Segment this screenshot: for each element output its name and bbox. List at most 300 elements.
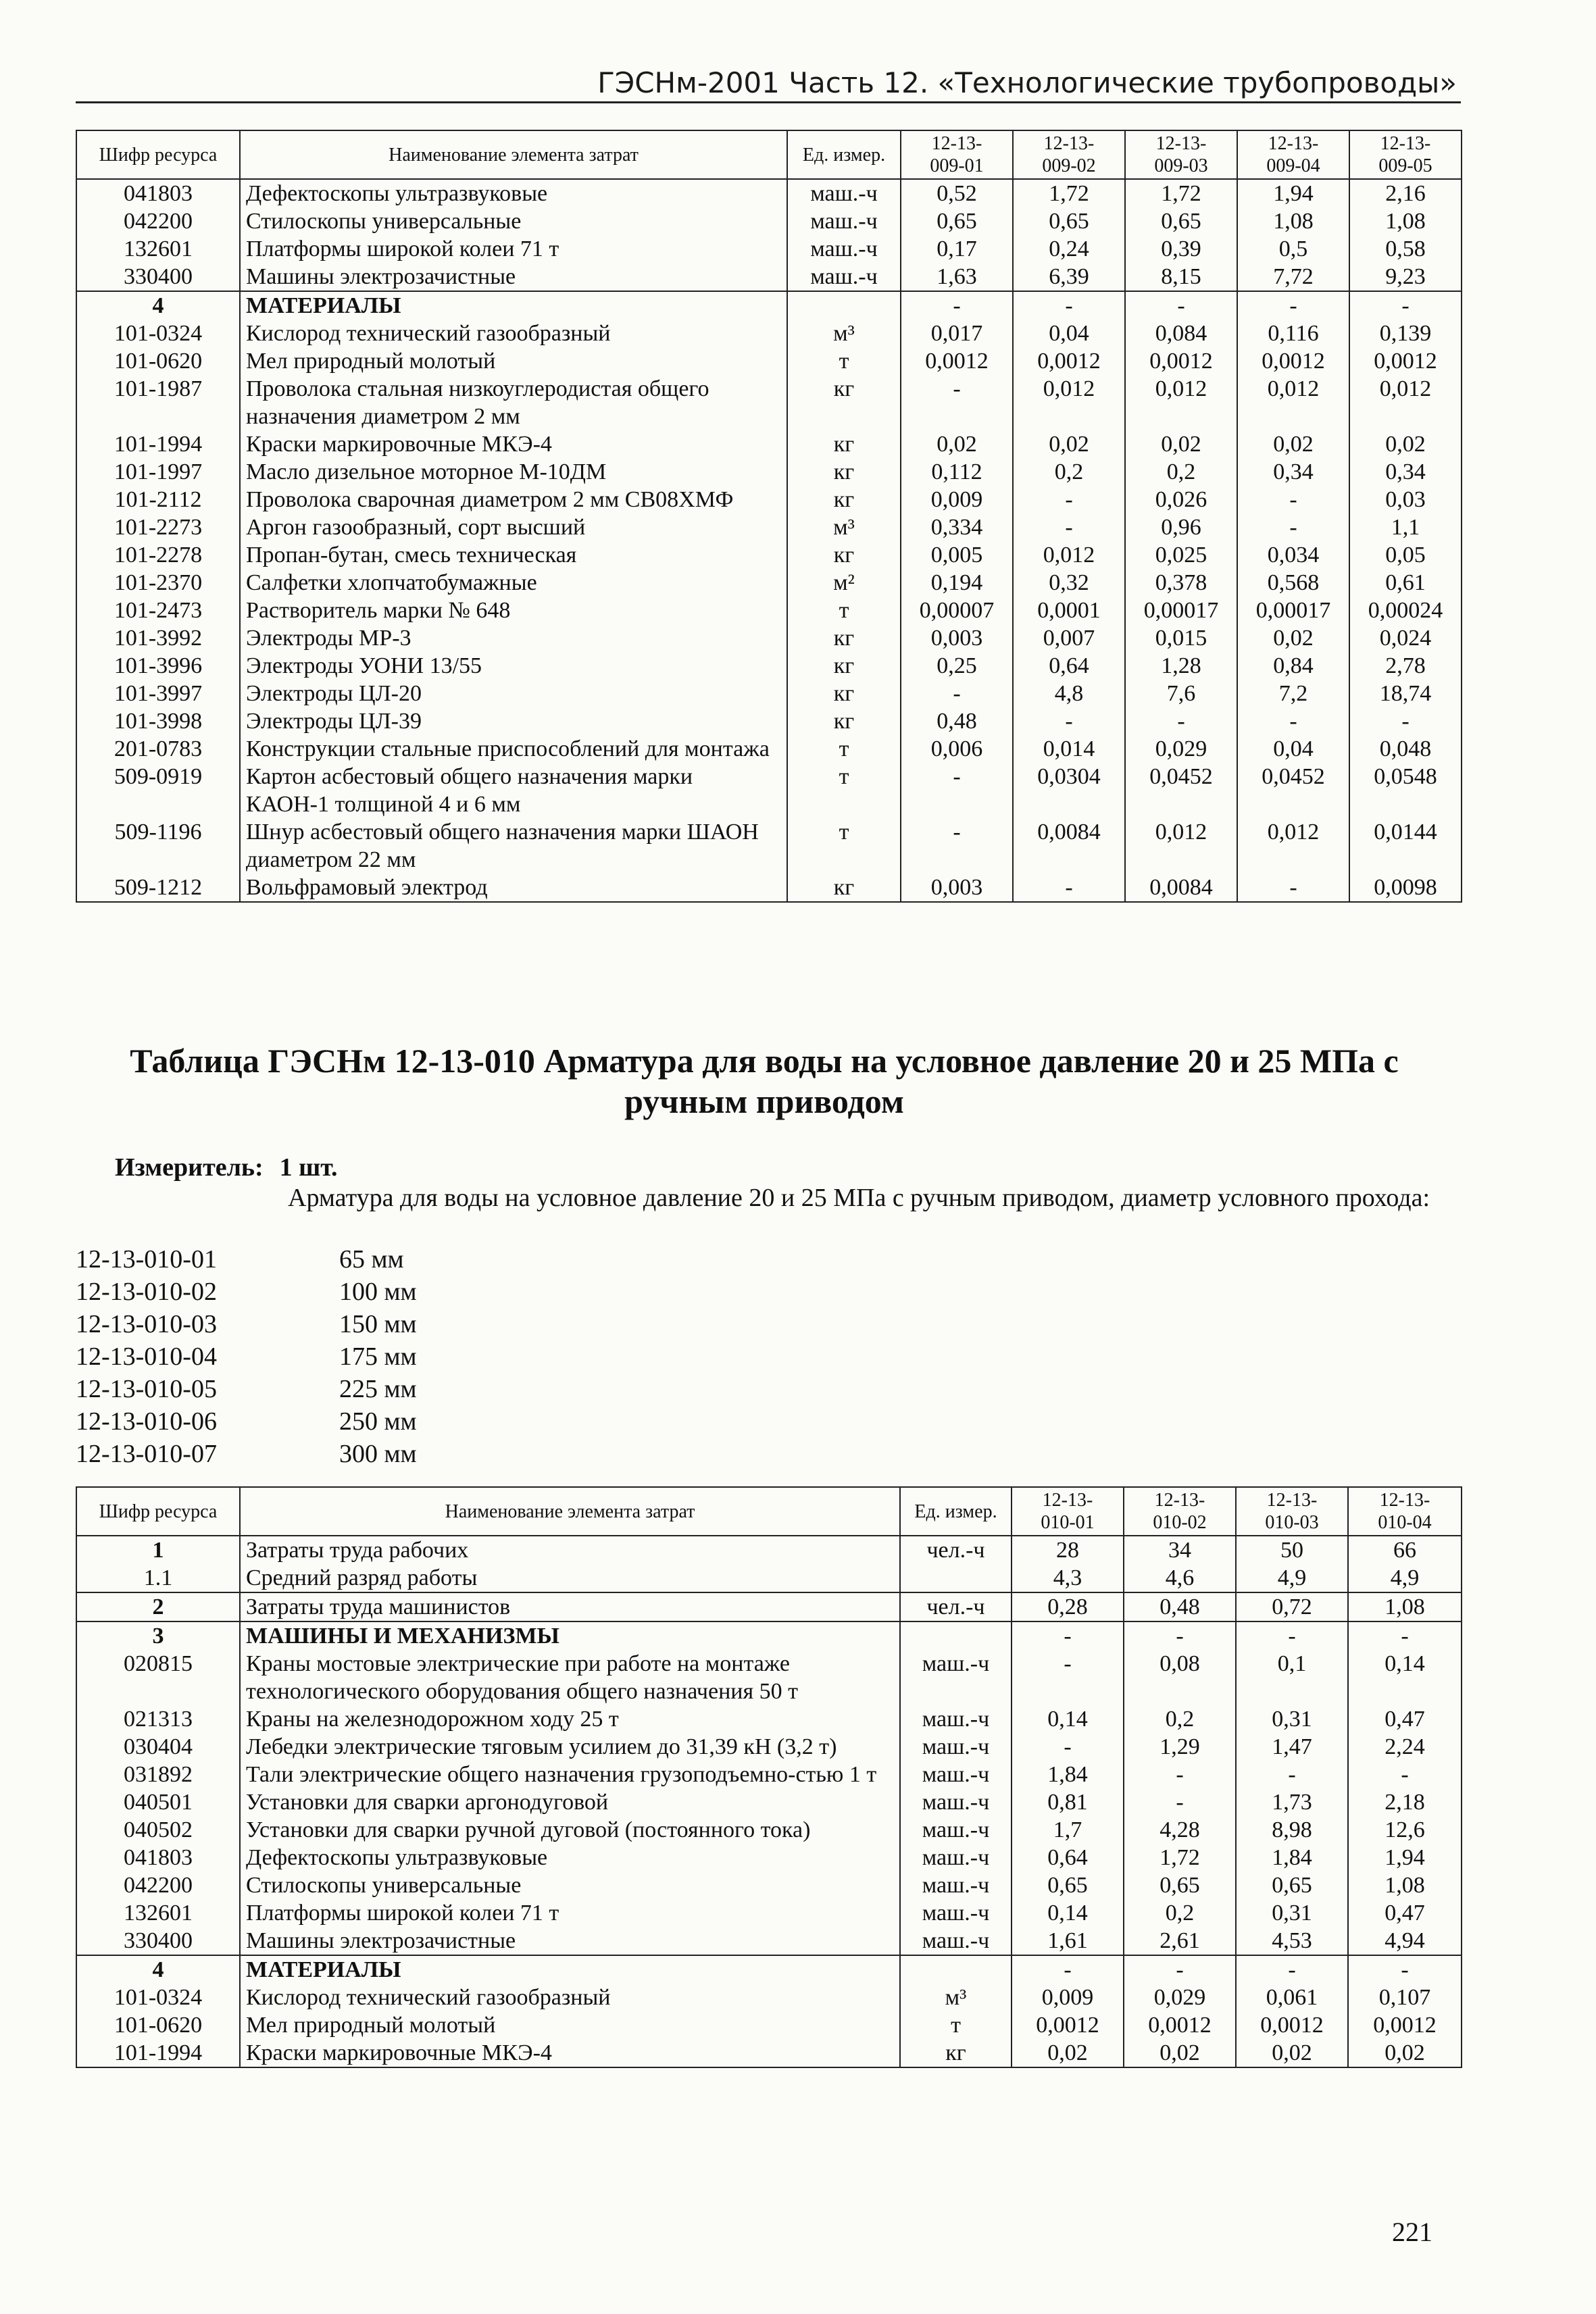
resource-value: 0,012 (1349, 375, 1462, 430)
resource-unit: м² (787, 569, 901, 597)
resource-value: 0,029 (1124, 1984, 1236, 2011)
resource-value: 66 (1348, 1536, 1462, 1564)
resource-value: 0,0098 (1349, 874, 1462, 902)
resource-unit: маш.-ч (900, 1816, 1012, 1844)
resource-unit: кг (787, 680, 901, 707)
resource-value: 0,2 (1124, 1899, 1236, 1927)
resource-value: 0,02 (1349, 430, 1462, 458)
resource-value: - (1237, 513, 1349, 541)
section-title: Таблица ГЭСНм 12-13-010 Арматура для воды на условное давление 20 и 25 МПа с ручным приводом (130, 1042, 1399, 1120)
header-rule (76, 101, 1461, 103)
resource-name: Мел природный молотый (240, 2011, 900, 2039)
resource-name: Вольфрамовый электрод (240, 874, 787, 902)
resource-unit: кг (787, 375, 901, 430)
table-row (76, 320, 1462, 347)
variant-item (76, 1340, 417, 1373)
resource-code: 1.1 (76, 1564, 240, 1592)
resource-value: 0,084 (1125, 320, 1237, 347)
column-header: 12-13- 009-04 (1237, 130, 1349, 179)
resource-value: - (1236, 1955, 1348, 1984)
resource-value: - (1348, 1761, 1462, 1788)
resource-value: - (1237, 486, 1349, 513)
resource-name: Электроды УОНИ 13/55 (240, 652, 787, 680)
variant-size: 250 мм (339, 1407, 417, 1436)
resource-unit: т (787, 763, 901, 818)
resource-unit: маш.-ч (900, 1650, 1012, 1705)
column-header: 12-13- 010-04 (1348, 1487, 1462, 1536)
resource-value: 0,32 (1013, 569, 1125, 597)
resource-value: 0,72 (1236, 1592, 1348, 1621)
resource-value: 4,3 (1012, 1564, 1124, 1592)
resource-value: - (1348, 1955, 1462, 1984)
resource-value: 7,6 (1125, 680, 1237, 707)
resource-value: 1,94 (1348, 1844, 1462, 1871)
resource-name: Краны на железнодорожном ходу 25 т (240, 1705, 900, 1733)
resource-code: 509-1212 (76, 874, 240, 902)
resource-value: 2,61 (1124, 1927, 1236, 1955)
resource-value: - (1237, 874, 1349, 902)
resource-code: 132601 (76, 235, 240, 263)
resource-value: 0,024 (1349, 624, 1462, 652)
resource-value: 0,48 (901, 707, 1013, 735)
resource-name: Лебедки электрические тяговым усилием до 31,39 кН (3,2 т) (240, 1733, 900, 1761)
table-row (76, 680, 1462, 707)
resource-code: 101-0324 (76, 320, 240, 347)
resource-code: 030404 (76, 1733, 240, 1761)
variant-code: 12-13-010-07 (76, 1440, 217, 1468)
resource-value: 0,0012 (1348, 2011, 1462, 2039)
resource-value: 0,048 (1349, 735, 1462, 763)
resource-value: 0,116 (1237, 320, 1349, 347)
resource-value: 0,96 (1125, 513, 1237, 541)
resource-value: 0,107 (1348, 1984, 1462, 2011)
resource-unit: т (787, 347, 901, 375)
resource-table-010-header (76, 1487, 1462, 1536)
resource-value: 0,65 (1012, 1871, 1124, 1899)
resource-value: 0,0548 (1349, 763, 1462, 818)
resource-value: 0,034 (1237, 541, 1349, 569)
resource-value: 0,00007 (901, 597, 1013, 624)
resource-name: Затраты труда машинистов (240, 1592, 900, 1621)
resource-value: 0,0452 (1237, 763, 1349, 818)
variant-item (76, 1276, 417, 1308)
table-row (76, 207, 1462, 235)
resource-value: 1,72 (1013, 179, 1125, 207)
table-row (76, 2039, 1462, 2067)
resource-value: 7,2 (1237, 680, 1349, 707)
resource-value: 0,015 (1125, 624, 1237, 652)
resource-code: 1 (76, 1536, 240, 1564)
resource-value: - (1012, 1650, 1124, 1705)
resource-value: - (1013, 513, 1125, 541)
table-row (76, 1564, 1462, 1592)
column-header: Шифр ресурса (76, 1487, 240, 1536)
resource-unit: маш.-ч (787, 235, 901, 263)
resource-value: 0,0012 (901, 347, 1013, 375)
resource-value: 0,0084 (1125, 874, 1237, 902)
table-row (76, 1788, 1462, 1816)
resource-value: 0,61 (1349, 569, 1462, 597)
resource-value: - (1012, 1955, 1124, 1984)
table-row (76, 1899, 1462, 1927)
resource-value: 0,0452 (1125, 763, 1237, 818)
resource-value: 0,08 (1124, 1650, 1236, 1705)
resource-code: 330400 (76, 1927, 240, 1955)
resource-name: МАШИНЫ И МЕХАНИЗМЫ (240, 1621, 900, 1650)
table-row (76, 347, 1462, 375)
resource-value: 1,72 (1124, 1844, 1236, 1871)
resource-unit (787, 291, 901, 320)
resource-value: 0,017 (901, 320, 1013, 347)
resource-value: 1,47 (1236, 1733, 1348, 1761)
resource-value: 0,34 (1237, 458, 1349, 486)
resource-value: - (1013, 707, 1125, 735)
resource-code: 101-0620 (76, 2011, 240, 2039)
resource-value: 0,006 (901, 735, 1013, 763)
resource-value: 1,61 (1012, 1927, 1124, 1955)
resource-value: 6,39 (1013, 263, 1125, 291)
resource-name: Проволока сварочная диаметром 2 мм СВ08ХМФ (240, 486, 787, 513)
resource-value: 0,5 (1237, 235, 1349, 263)
resource-name: Аргон газообразный, сорт высший (240, 513, 787, 541)
resource-value: 34 (1124, 1536, 1236, 1564)
resource-code: 132601 (76, 1899, 240, 1927)
resource-name: МАТЕРИАЛЫ (240, 291, 787, 320)
table-row (76, 1984, 1462, 2011)
resource-value: 1,08 (1237, 207, 1349, 235)
table-row (76, 1705, 1462, 1733)
resource-code: 101-2112 (76, 486, 240, 513)
section-row (76, 1621, 1462, 1650)
resource-value: 0,568 (1237, 569, 1349, 597)
variant-code: 12-13-010-06 (76, 1407, 217, 1436)
resource-value: - (1124, 1761, 1236, 1788)
resource-value: 0,04 (1013, 320, 1125, 347)
resource-value: 0,04 (1237, 735, 1349, 763)
resource-value: 0,28 (1012, 1592, 1124, 1621)
meter-value: 1 шт. (279, 1153, 338, 1182)
resource-value: 8,15 (1125, 263, 1237, 291)
resource-code: 201-0783 (76, 735, 240, 763)
resource-code: 101-1997 (76, 458, 240, 486)
resource-code: 020815 (76, 1650, 240, 1705)
resource-unit: маш.-ч (900, 1705, 1012, 1733)
resource-value: 8,98 (1236, 1816, 1348, 1844)
resource-code: 101-1994 (76, 430, 240, 458)
resource-value: 2,18 (1348, 1788, 1462, 1816)
resource-value: 12,6 (1348, 1816, 1462, 1844)
resource-value: 1,7 (1012, 1816, 1124, 1844)
resource-value: - (1012, 1621, 1124, 1650)
resource-value: 1,63 (901, 263, 1013, 291)
resource-value: 4,6 (1124, 1564, 1236, 1592)
resource-value: 0,0012 (1349, 347, 1462, 375)
resource-name: Платформы широкой колеи 71 т (240, 235, 787, 263)
resource-value: 0,39 (1125, 235, 1237, 263)
resource-code: 4 (76, 291, 240, 320)
resource-value: 50 (1236, 1536, 1348, 1564)
resource-unit: маш.-ч (787, 179, 901, 207)
meter-label: Измеритель: (115, 1153, 264, 1182)
resource-value: 0,64 (1012, 1844, 1124, 1871)
resource-unit: кг (787, 458, 901, 486)
resource-value: 0,65 (1125, 207, 1237, 235)
resource-name: Мел природный молотый (240, 347, 787, 375)
resource-value: - (901, 291, 1013, 320)
resource-value: 0,334 (901, 513, 1013, 541)
resource-value: 0,03 (1349, 486, 1462, 513)
resource-name: Проволока стальная низкоуглеродистая общего назначения диаметром 2 мм (240, 375, 787, 430)
resource-name: Электроды МР-3 (240, 624, 787, 652)
resource-code: 101-0324 (76, 1984, 240, 2011)
resource-value: 0,65 (1124, 1871, 1236, 1899)
resource-code: 509-1196 (76, 818, 240, 874)
resource-value: 0,48 (1124, 1592, 1236, 1621)
resource-value: 0,02 (1236, 2039, 1348, 2067)
resource-value: 0,31 (1236, 1899, 1348, 1927)
resource-code: 101-2473 (76, 597, 240, 624)
resource-unit: чел.-ч (900, 1592, 1012, 1621)
variant-item (76, 1243, 417, 1276)
table-row (76, 541, 1462, 569)
resource-name: Пропан-бутан, смесь техническая (240, 541, 787, 569)
section-description: Арматура для воды на условное давление 20 и 25 МПа с ручным приводом, диаметр условного прохода: (288, 1184, 1430, 1212)
table-row (76, 1927, 1462, 1955)
resource-value: 0,2 (1124, 1705, 1236, 1733)
variant-code: 12-13-010-01 (76, 1245, 217, 1274)
resource-value: 0,02 (1012, 2039, 1124, 2067)
resource-value: 0,1 (1236, 1650, 1348, 1705)
resource-code: 101-3996 (76, 652, 240, 680)
resource-unit: кг (787, 486, 901, 513)
resource-value: 0,2 (1013, 458, 1125, 486)
resource-unit: кг (787, 652, 901, 680)
resource-unit: т (787, 597, 901, 624)
table-row (76, 1733, 1462, 1761)
variant-size: 100 мм (339, 1278, 417, 1306)
resource-value: 0,0001 (1013, 597, 1125, 624)
resource-value: 0,65 (1013, 207, 1125, 235)
resource-code: 101-1994 (76, 2039, 240, 2067)
resource-code: 031892 (76, 1761, 240, 1788)
resource-name: Краски маркировочные МКЭ-4 (240, 2039, 900, 2067)
resource-value: 0,02 (1237, 624, 1349, 652)
resource-name: Конструкции стальные приспособлений для монтажа (240, 735, 787, 763)
resource-unit: т (787, 818, 901, 874)
variant-size: 225 мм (339, 1375, 417, 1403)
column-header: Ед. измер. (787, 130, 901, 179)
resource-table-009 (76, 130, 1462, 903)
resource-value: - (901, 375, 1013, 430)
resource-value: - (1125, 707, 1237, 735)
column-header: 12-13- 009-01 (901, 130, 1013, 179)
table-row (76, 1871, 1462, 1899)
table-row (76, 818, 1462, 874)
section-row (76, 1955, 1462, 1984)
resource-value: 0,65 (1236, 1871, 1348, 1899)
resource-value: 0,378 (1125, 569, 1237, 597)
page-header-title: ГЭСНм-2001 Часть 12. «Технологические трубопроводы» (597, 66, 1457, 99)
resource-name: Дефектоскопы ультразвуковые (240, 179, 787, 207)
table-row (76, 430, 1462, 458)
resource-value: 0,52 (901, 179, 1013, 207)
column-header: Шифр ресурса (76, 130, 240, 179)
resource-value: 0,64 (1013, 652, 1125, 680)
resource-name: МАТЕРИАЛЫ (240, 1955, 900, 1984)
resource-value: - (1124, 1621, 1236, 1650)
resource-value: 0,14 (1012, 1705, 1124, 1733)
resource-value: 0,009 (901, 486, 1013, 513)
table-row (76, 1536, 1462, 1564)
resource-value: 0,02 (1348, 2039, 1462, 2067)
resource-value: - (1349, 291, 1462, 320)
resource-value: 18,74 (1349, 680, 1462, 707)
resource-value: 0,0012 (1013, 347, 1125, 375)
resource-value: - (1124, 1788, 1236, 1816)
resource-value: - (1124, 1955, 1236, 1984)
resource-value: 0,012 (1013, 375, 1125, 430)
resource-code: 040502 (76, 1816, 240, 1844)
resource-value: 0,00024 (1349, 597, 1462, 624)
resource-value: 4,28 (1124, 1816, 1236, 1844)
resource-value: - (1125, 291, 1237, 320)
resource-unit (900, 1564, 1012, 1592)
resource-value: - (1013, 486, 1125, 513)
resource-value: - (901, 818, 1013, 874)
resource-value: 1,84 (1236, 1844, 1348, 1871)
table-row (76, 513, 1462, 541)
resource-value: 0,0144 (1349, 818, 1462, 874)
resource-value: 0,029 (1125, 735, 1237, 763)
resource-value: - (1348, 1621, 1462, 1650)
resource-value: - (1236, 1761, 1348, 1788)
resource-value: 4,94 (1348, 1927, 1462, 1955)
table-row (76, 1592, 1462, 1621)
table-row (76, 652, 1462, 680)
column-header: Наименование элемента затрат (240, 1487, 900, 1536)
resource-value: 0,0012 (1236, 2011, 1348, 2039)
resource-code: 042200 (76, 207, 240, 235)
column-header: 12-13- 009-05 (1349, 130, 1462, 179)
resource-unit: м³ (787, 513, 901, 541)
table-row (76, 1844, 1462, 1871)
resource-value: 0,026 (1125, 486, 1237, 513)
resource-value: 0,84 (1237, 652, 1349, 680)
resource-value: 1,08 (1349, 207, 1462, 235)
resource-value: 0,0012 (1125, 347, 1237, 375)
resource-name: Средний разряд работы (240, 1564, 900, 1592)
resource-value: 0,0304 (1013, 763, 1125, 818)
column-header: 12-13- 009-02 (1013, 130, 1125, 179)
resource-unit: т (787, 735, 901, 763)
resource-code: 3 (76, 1621, 240, 1650)
resource-code: 101-2370 (76, 569, 240, 597)
resource-name: Стилоскопы универсальные (240, 207, 787, 235)
resource-value: 0,02 (1124, 2039, 1236, 2067)
variant-size: 175 мм (339, 1342, 417, 1371)
resource-code: 101-3998 (76, 707, 240, 735)
resource-value: 0,012 (1237, 818, 1349, 874)
table-row (76, 1761, 1462, 1788)
resource-unit: маш.-ч (787, 207, 901, 235)
resource-value: 1,08 (1348, 1871, 1462, 1899)
resource-value: 0,81 (1012, 1788, 1124, 1816)
resource-name: Дефектоскопы ультразвуковые (240, 1844, 900, 1871)
variant-code: 12-13-010-04 (76, 1342, 217, 1371)
resource-unit: маш.-ч (900, 1899, 1012, 1927)
resource-value: 0,0084 (1013, 818, 1125, 874)
resource-value: 0,061 (1236, 1984, 1348, 2011)
resource-name: Машины электрозачистные (240, 263, 787, 291)
resource-unit: маш.-ч (900, 1844, 1012, 1871)
resource-value: 0,0012 (1237, 347, 1349, 375)
resource-code: 041803 (76, 179, 240, 207)
resource-value: 0,24 (1013, 235, 1125, 263)
resource-value: 0,17 (901, 235, 1013, 263)
resource-name: Установки для сварки аргонодуговой (240, 1788, 900, 1816)
variant-item (76, 1405, 417, 1438)
resource-value: 4,8 (1013, 680, 1125, 707)
resource-unit: маш.-ч (900, 1927, 1012, 1955)
resource-value: - (1237, 707, 1349, 735)
resource-unit: т (900, 2011, 1012, 2039)
resource-value: 0,007 (1013, 624, 1125, 652)
resource-value: - (1012, 1733, 1124, 1761)
resource-code: 101-3992 (76, 624, 240, 652)
resource-value: 2,24 (1348, 1733, 1462, 1761)
resource-value: 0,05 (1349, 541, 1462, 569)
resource-unit: маш.-ч (900, 1761, 1012, 1788)
variant-code: 12-13-010-03 (76, 1310, 217, 1338)
resource-value: - (901, 763, 1013, 818)
resource-value: 0,025 (1125, 541, 1237, 569)
resource-value: 0,65 (901, 207, 1013, 235)
table-row (76, 458, 1462, 486)
resource-name: Кислород технический газообразный (240, 1984, 900, 2011)
resource-name: Краски маркировочные МКЭ-4 (240, 430, 787, 458)
resource-value: 0,58 (1349, 235, 1462, 263)
resource-value: 28 (1012, 1536, 1124, 1564)
variant-code: 12-13-010-05 (76, 1375, 217, 1403)
resource-code: 101-3997 (76, 680, 240, 707)
resource-unit: кг (787, 874, 901, 902)
resource-value: 0,2 (1125, 458, 1237, 486)
resource-value: 0,003 (901, 874, 1013, 902)
resource-unit (900, 1621, 1012, 1650)
resource-value: 0,02 (1125, 430, 1237, 458)
resource-value: 0,00017 (1125, 597, 1237, 624)
resource-name: Кислород технический газообразный (240, 320, 787, 347)
resource-code: 101-2278 (76, 541, 240, 569)
resource-value: 4,9 (1348, 1564, 1462, 1592)
resource-value: 0,009 (1012, 1984, 1124, 2011)
resource-table-009-body (76, 179, 1462, 902)
resource-value: 0,012 (1125, 818, 1237, 874)
resource-value: 1,29 (1124, 1733, 1236, 1761)
resource-value: 0,14 (1012, 1899, 1124, 1927)
resource-code: 040501 (76, 1788, 240, 1816)
resource-value: 0,014 (1013, 735, 1125, 763)
resource-table-010-body (76, 1536, 1462, 2067)
resource-code: 101-1987 (76, 375, 240, 430)
resource-name: Тали электрические общего назначения грузоподъемно-стью 1 т (240, 1761, 900, 1788)
resource-code: 2 (76, 1592, 240, 1621)
resource-name: Краны мостовые электрические при работе на монтаже технологического оборудования общего назначения 50 т (240, 1650, 900, 1705)
variant-item (76, 1373, 417, 1405)
resource-name: Растворитель марки № 648 (240, 597, 787, 624)
table-row (76, 874, 1462, 902)
column-header: Ед. измер. (900, 1487, 1012, 1536)
